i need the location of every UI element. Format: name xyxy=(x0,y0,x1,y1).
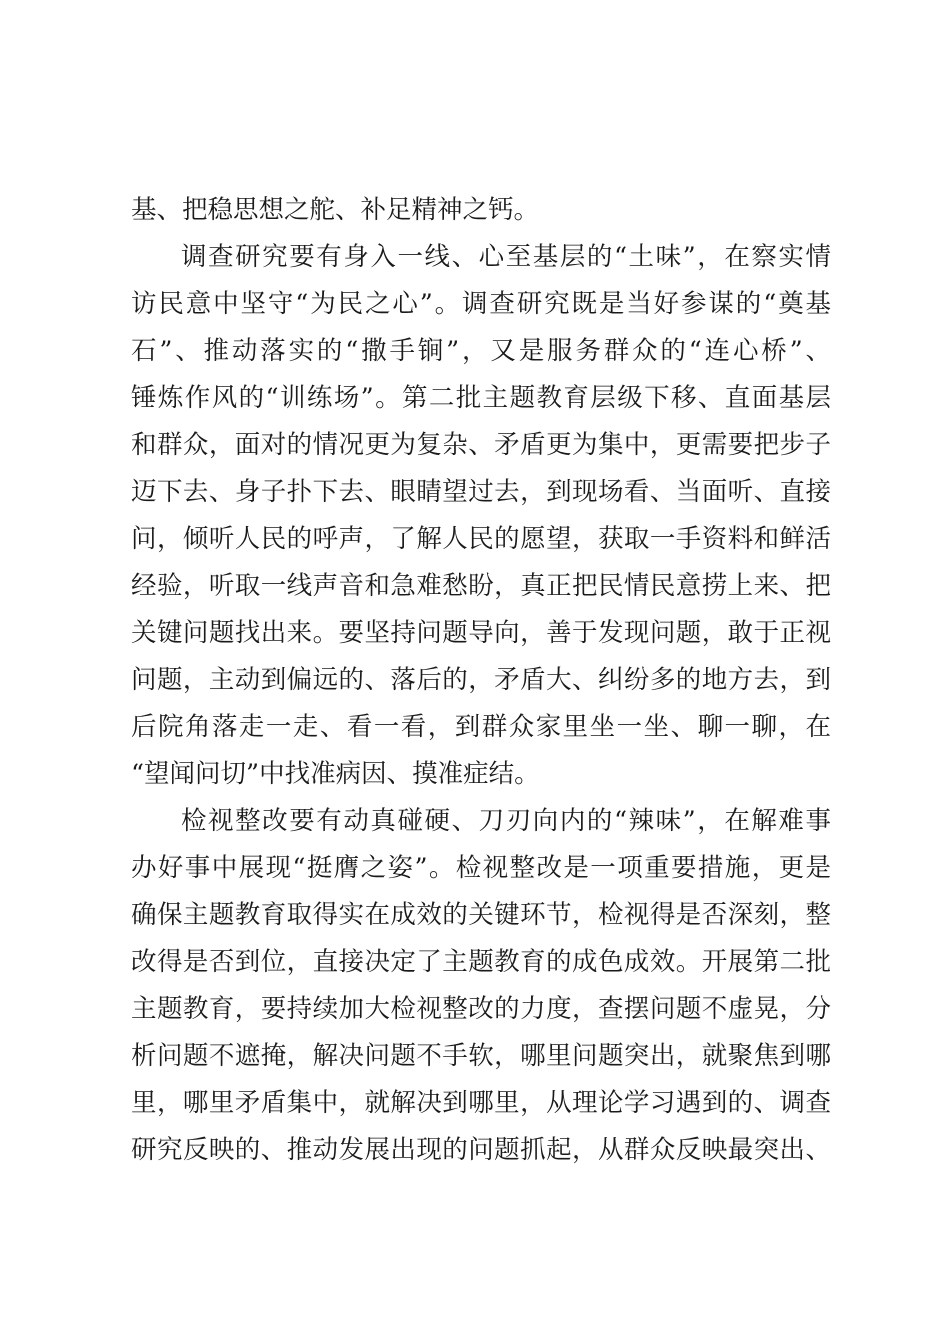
paragraph-start-line: 调查研究要有身入一线、心至基层的“土味”，在察实情 xyxy=(181,242,831,272)
text-line: 石”、推动落实的“撒手锏”，又是服务群众的“连心桥”、 xyxy=(131,336,831,366)
text-line: 里，哪里矛盾集中，就解决到哪里，从理论学习遇到的、调查 xyxy=(131,1088,831,1118)
text-line: 办好事中展现“挺膺之姿”。检视整改是一项重要措施，更是 xyxy=(131,853,831,883)
paragraph-start-line: 检视整改要有动真碰硬、刀刃向内的“辣味”，在解难事 xyxy=(181,806,831,836)
text-line: 确保主题教育取得实在成效的关键环节，检视得是否深刻，整 xyxy=(131,900,831,930)
text-line: 研究反映的、推动发展出现的问题抓起，从群众反映最突出、 xyxy=(131,1135,831,1165)
text-line: “望闻问切”中找准病因、摸准症结。 xyxy=(131,759,540,789)
text-line: 关键问题找出来。要坚持问题导向，善于发现问题，敢于正视 xyxy=(131,618,831,648)
text-line: 后院角落走一走、看一看，到群众家里坐一坐、聊一聊，在 xyxy=(131,712,831,742)
text-line: 迈下去、身子扑下去、眼睛望过去，到现场看、当面听、直接 xyxy=(131,477,831,507)
text-line: 析问题不遮掩，解决问题不手软，哪里问题突出，就聚焦到哪 xyxy=(131,1041,831,1071)
text-line: 锤炼作风的“训练场”。第二批主题教育层级下移、直面基层 xyxy=(131,383,831,413)
text-line: 经验，听取一线声音和急难愁盼，真正把民情民意捞上来、把 xyxy=(131,571,831,601)
text-line: 改得是否到位，直接决定了主题教育的成色成效。开展第二批 xyxy=(131,947,831,977)
text-line: 问，倾听人民的呼声，了解人民的愿望，获取一手资料和鲜活 xyxy=(131,524,831,554)
text-line: 基、把稳思想之舵、补足精神之钙。 xyxy=(131,195,540,225)
text-line: 访民意中坚守“为民之心”。调查研究既是当好参谋的“奠基 xyxy=(131,289,831,319)
text-line: 和群众，面对的情况更为复杂、矛盾更为集中，更需要把步子 xyxy=(131,430,831,460)
text-line: 主题教育，要持续加大检视整改的力度，查摆问题不虚晃，分 xyxy=(131,994,831,1024)
text-line: 问题，主动到偏远的、落后的，矛盾大、纠纷多的地方去，到 xyxy=(131,665,831,695)
